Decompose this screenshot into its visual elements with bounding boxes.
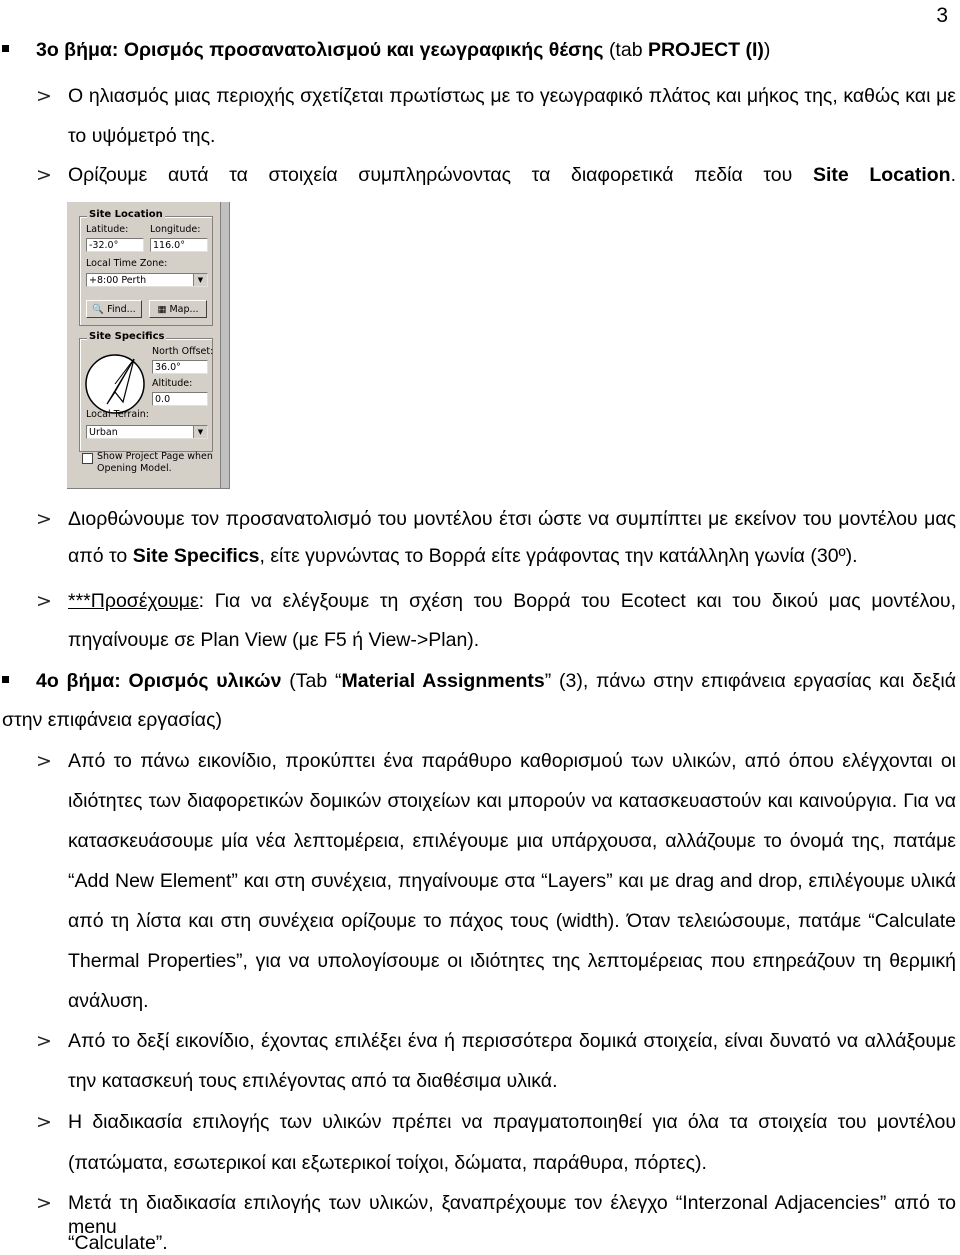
terrain-select[interactable] [86, 425, 208, 439]
terrain-value: Urban [89, 427, 118, 438]
north-compass-dial[interactable] [83, 352, 147, 416]
latitude-label: Latitude: [86, 224, 129, 235]
step3-bullet2-end: . [950, 164, 956, 186]
step4-heading-pre: (Tab “ [289, 670, 342, 692]
step3-heading-tab-pre: (tab [608, 39, 648, 61]
site-settings-panel [67, 202, 230, 489]
step4-bullet2-line: την κατασκευή τους επιλέγοντας από τα διαθέσιμα υλικά. [68, 1070, 558, 1092]
step4-bullet4-line: Μετά τη διαδικασία επιλογής των υλικών, ξαναπρέχουμε τον έλεγχο “Interzonal Adjacencies” από το menu [68, 1192, 956, 1238]
step3-bullet3-line2 [68, 544, 858, 568]
attention-note: ***Προσέχουμε [68, 590, 199, 612]
step4-bullet1-line: Thermal Properties”, για να υπολογίσουμε οι ιδιότητες της λεπτομέρειας που επηρεάζουν τη θερμική [68, 950, 956, 972]
show-project-label-line2: Opening Model. [97, 463, 172, 474]
step3-bullet4-line1 [68, 589, 956, 613]
step3-bullet2-text: Ορίζουμε αυτά τα στοιχεία συμπληρώνοντας τα διαφορετικά πεδία του [68, 164, 793, 186]
step3-bullet3-post: , είτε γυρνώντας το Βορρά είτε γράφοντας την κατάλληλη γωνία (30º). [259, 545, 858, 567]
step3-bullet2 [68, 163, 956, 187]
show-project-label-line1: Show Project Page when [97, 451, 213, 462]
step4-bullet1-line: ανάλυση. [68, 990, 149, 1012]
step4-bullet3-line: Η διαδικασία επιλογής των υλικών πρέπει να πραγματοποιηθεί για όλα τα στοιχεία του μοντέλου [68, 1111, 956, 1133]
chevron-down-icon[interactable]: ▼ [193, 274, 207, 286]
step4-bullet3-line: (πατώματα, εσωτερικοί και εξωτερικοί τοίχοι, δώματα, παράθυρα, πόρτες). [68, 1152, 707, 1174]
site-location-title: Site Location [89, 209, 163, 220]
chevron-down-icon[interactable]: ▼ [193, 426, 207, 438]
show-project-checkbox[interactable] [82, 453, 93, 464]
step4-bullet2-line: Από το δεξί εικονίδιο, έχοντας επιλέξει ένα ή περισσότερα δομικά στοιχεία, είναι δυνατό να αλλάξουμε [68, 1030, 956, 1052]
panel-scrollbar[interactable] [220, 202, 229, 488]
arrow-bullet-icon: > [36, 1030, 52, 1052]
altitude-label: Altitude: [152, 378, 193, 389]
find-button-label: Find... [107, 304, 136, 315]
step3-heading [36, 38, 770, 62]
step3-bullet1-line2: το υψόμετρό της. [68, 125, 216, 147]
material-assignments-term: Material Assignments [341, 670, 545, 692]
arrow-bullet-icon: > [36, 85, 52, 107]
timezone-select[interactable] [86, 273, 208, 287]
step3-bullet4-text: : Για να ελέγξουμε τη σχέση του Βορρά του Ecotect και του δικού μας μοντέλου, [198, 590, 956, 612]
step4-bullet1-line: ιδιότητες των διαφορετικών δομικών στοιχείων και μπορούν να κατασκευαστούν και καινούργια. Για να [68, 790, 956, 812]
step4-bullet1-line: “Add New Element” και στη συνέχεια, πηγαίνουμε στα “Layers” και με drag and drop, επιλέγουμε υλικά [68, 870, 956, 892]
step4-bullet1-line: από τη λίστα και στη συνέχεια ορίζουμε το πάχος τους (width). Όταν τελειώσουμε, πατάμε “Calculate [68, 910, 956, 932]
step3-heading-tab: PROJECT (I) [647, 39, 764, 61]
site-specifics-term: Site Specifics [132, 545, 260, 567]
step3-heading-title: 3ο βήμα: Ορισμός προσανατολισμού και γεωγραφικής θέσης [36, 39, 604, 61]
section-bullet [2, 45, 9, 52]
site-location-term: Site Location [812, 164, 951, 186]
step4-bullet4-line: “Calculate”. [68, 1232, 168, 1254]
step3-heading-tab-post: ) [763, 39, 771, 61]
step3-bullet4-line2: πηγαίνουμε σε Plan View (με F5 ή View->Plan). [68, 629, 480, 651]
search-icon: 🔍 [92, 304, 105, 315]
page-number: 3 [936, 4, 948, 27]
step3-bullet3-pre: από το [68, 545, 133, 567]
arrow-bullet-icon: > [36, 164, 52, 186]
map-button[interactable] [149, 300, 207, 318]
arrow-bullet-icon: > [36, 590, 52, 612]
longitude-label: Longitude: [150, 224, 201, 235]
arrow-bullet-icon: > [36, 1111, 52, 1133]
find-button[interactable] [86, 300, 142, 318]
north-offset-label: North Offset: [152, 346, 214, 357]
map-button-label: Map... [169, 304, 199, 315]
arrow-bullet-icon: > [36, 750, 52, 772]
step4-bullet1-line: κατασκευάσουμε μία νέα λεπτομέρεια, επιλέγουμε μια υπάρχουσα, αλλάζουμε το όνομά της, πατάμε [68, 830, 956, 852]
map-icon: ▦ [157, 304, 167, 315]
arrow-bullet-icon: > [36, 1192, 52, 1214]
arrow-bullet-icon: > [36, 508, 52, 530]
site-specifics-title: Site Specifics [89, 331, 165, 342]
step4-heading-title: 4ο βήμα: Ορισμός υλικών [36, 670, 282, 692]
altitude-field[interactable]: 0.0 [152, 392, 208, 406]
step4-bullet1-line: Από το πάνω εικονίδιο, προκύπτει ένα παράθυρο καθορισμού των υλικών, από όπου ελέγχονται οι [68, 750, 956, 772]
step3-bullet1-line1: Ο ηλιασμός μιας περιοχής σχετίζεται πρωτίστως με το γεωγραφικό πλάτος και μήκος της, καθώς και με [68, 85, 956, 107]
latitude-field[interactable]: -32.0° [86, 238, 144, 252]
timezone-value: +8:00 Perth [89, 275, 147, 286]
timezone-label: Local Time Zone: [86, 258, 168, 269]
terrain-label: Local Terrain: [86, 409, 150, 420]
step4-heading-line2: στην επιφάνεια εργασίας) [2, 709, 222, 731]
longitude-field[interactable]: 116.0° [150, 238, 208, 252]
north-offset-field[interactable]: 36.0° [152, 360, 208, 374]
step4-heading [36, 669, 956, 693]
step3-bullet3-line1: Διορθώνουμε τον προσανατολισμό του μοντέλου έτσι ώστε να συμπίπτει με εκείνον του μοντέλου μας [68, 508, 956, 530]
step4-heading-post: ” (3), πάνω στην επιφάνεια εργασίας και δεξιά [544, 670, 956, 692]
section-bullet [2, 676, 9, 683]
